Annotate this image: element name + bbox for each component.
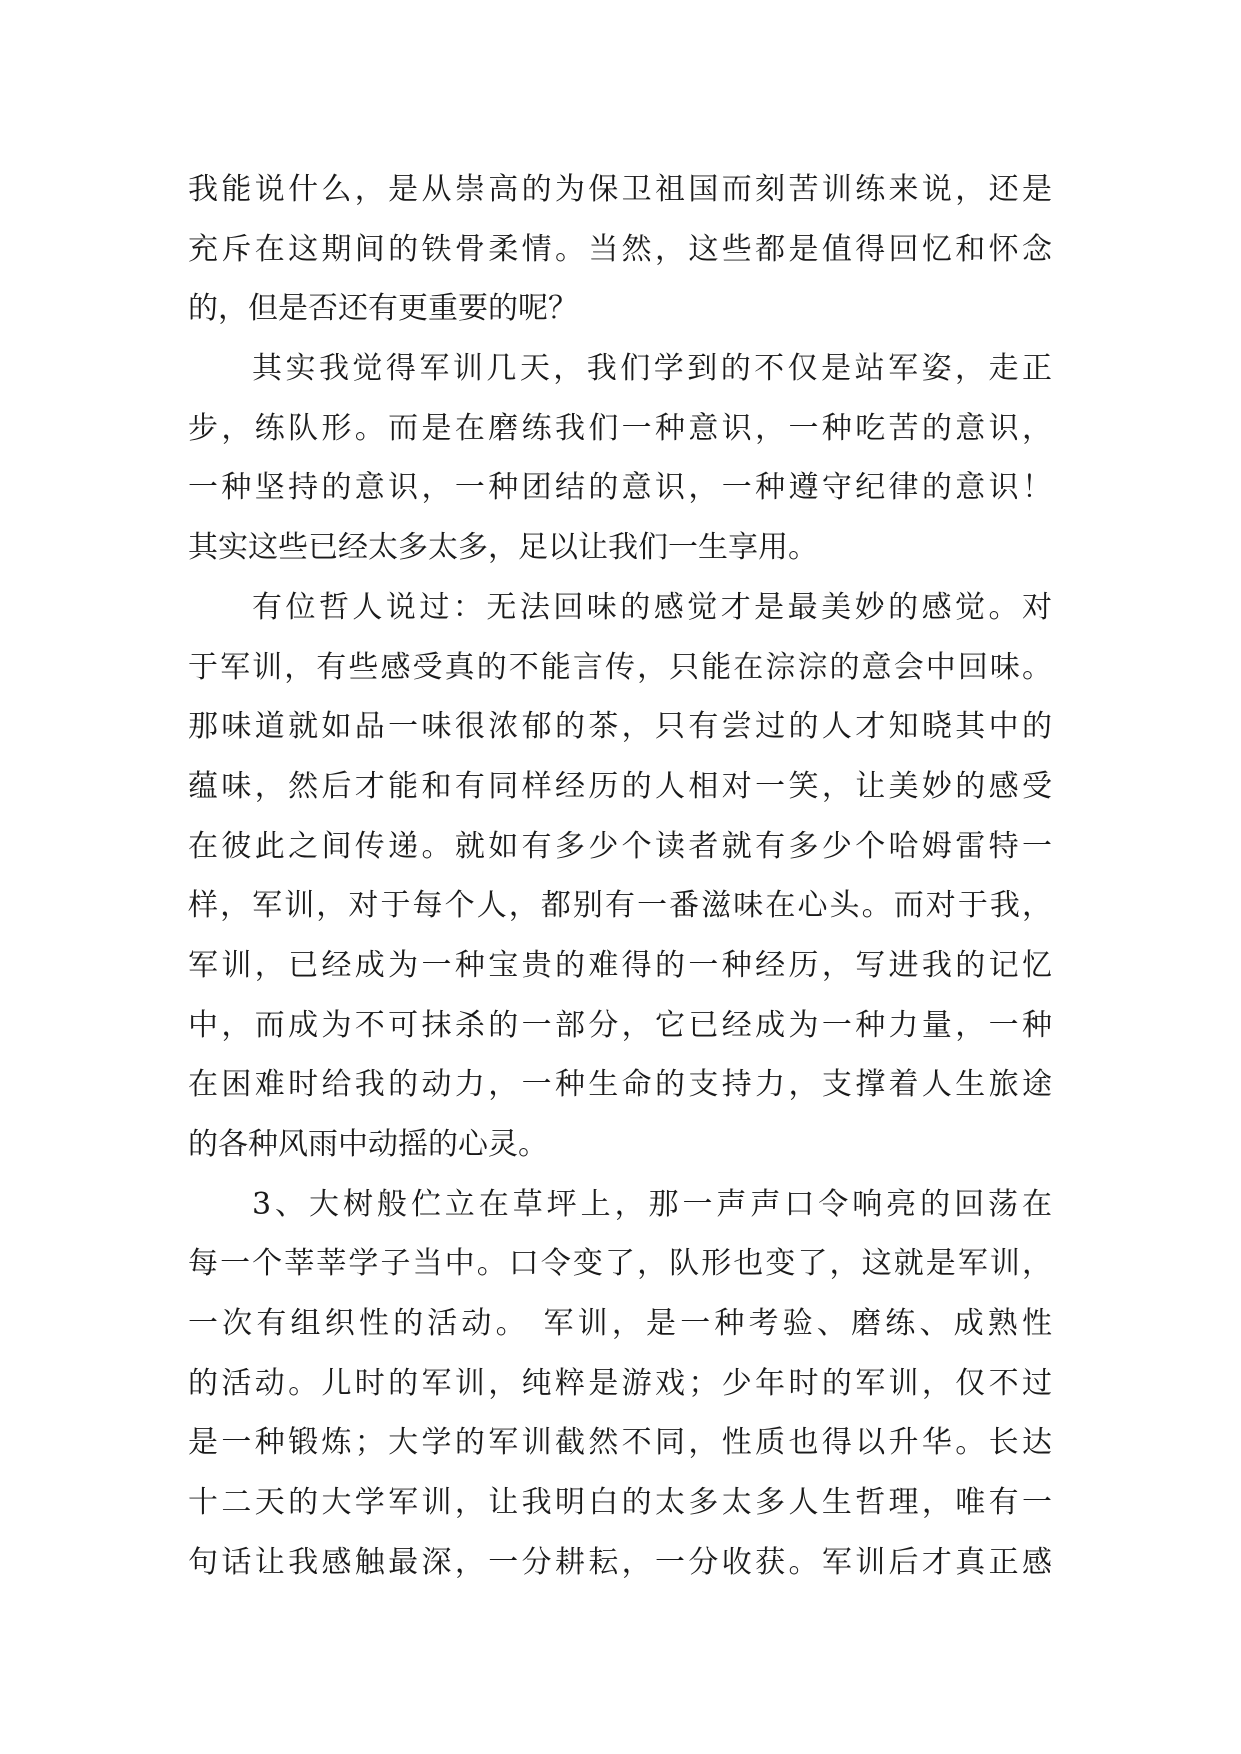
text-line: 十二天的大学军训，让我明白的太多太多人生哲理，唯有一: [188, 1485, 1052, 1521]
paragraph-2: [188, 339, 1052, 578]
paragraph-1: [188, 160, 1052, 339]
text-line: 在彼此之间传递。就如有多少个读者就有多少个哈姆雷特一: [188, 828, 1052, 864]
text-line: 步，练队形。而是在磨练我们一种意识，一种吃苦的意识，: [188, 410, 1052, 446]
text-line: 其实我觉得军训几天，我们学到的不仅是站军姿，走正: [252, 351, 1052, 387]
text-line: 在困难时给我的动力，一种生命的支持力，支撑着人生旅途: [188, 1067, 1052, 1103]
text-line: 的各种风雨中动摇的心灵。: [188, 1127, 548, 1162]
text-line: 我能说什么，是从崇高的为保卫祖国而刻苦训练来说，还是: [188, 172, 1052, 207]
text-line: 那味道就如品一味很浓郁的茶，只有尝过的人才知晓其中的: [188, 709, 1052, 745]
text-line: 中，而成为不可抹杀的一部分，它已经成为一种力量，一种: [188, 1007, 1052, 1043]
text-line: 一种坚持的意识，一种团结的意识，一种遵守纪律的意识！: [188, 470, 1052, 506]
text-line: 样，军训，对于每个人，都别有一番滋味在心头。而对于我，: [188, 888, 1052, 924]
document-body: [188, 160, 1052, 1593]
text-line: 一次有组织性的活动。 军训，是一种考验、磨练、成熟性: [188, 1306, 1052, 1342]
text-line: 有位哲人说过：无法回味的感觉才是最美妙的感觉。对: [252, 589, 1052, 625]
text-line: 句话让我感触最深，一分耕耘，一分收获。军训后才真正感: [188, 1544, 1052, 1580]
text-line: 蕴味，然后才能和有同样经历的人相对一笑，让美妙的感受: [188, 768, 1052, 804]
text-line: 其实这些已经太多太多，足以让我们一生享用。: [188, 530, 818, 566]
paragraph-4: [188, 1175, 1052, 1593]
text-line: 每一个莘莘学子当中。口令变了，队形也变了，这就是军训，: [188, 1246, 1052, 1282]
paragraph-3: [188, 578, 1052, 1175]
text-line: 是一种锻炼；大学的军训截然不同，性质也得以升华。长达: [188, 1425, 1052, 1461]
text-line: 3、大树般伫立在草坪上，那一声声口令响亮的回荡在: [252, 1186, 1052, 1222]
text-line: 的活动。儿时的军训，纯粹是游戏；少年时的军训，仅不过: [188, 1365, 1052, 1401]
text-line: 军训，已经成为一种宝贵的难得的一种经历，写进我的记忆: [188, 947, 1052, 983]
text-line: 充斥在这期间的铁骨柔情。当然，这些都是值得回忆和怀念: [188, 231, 1052, 267]
text-line: 于军训，有些感受真的不能言传，只能在淙淙的意会中回味。: [188, 649, 1052, 685]
text-line: 的，但是否还有更重要的呢？: [188, 291, 578, 327]
